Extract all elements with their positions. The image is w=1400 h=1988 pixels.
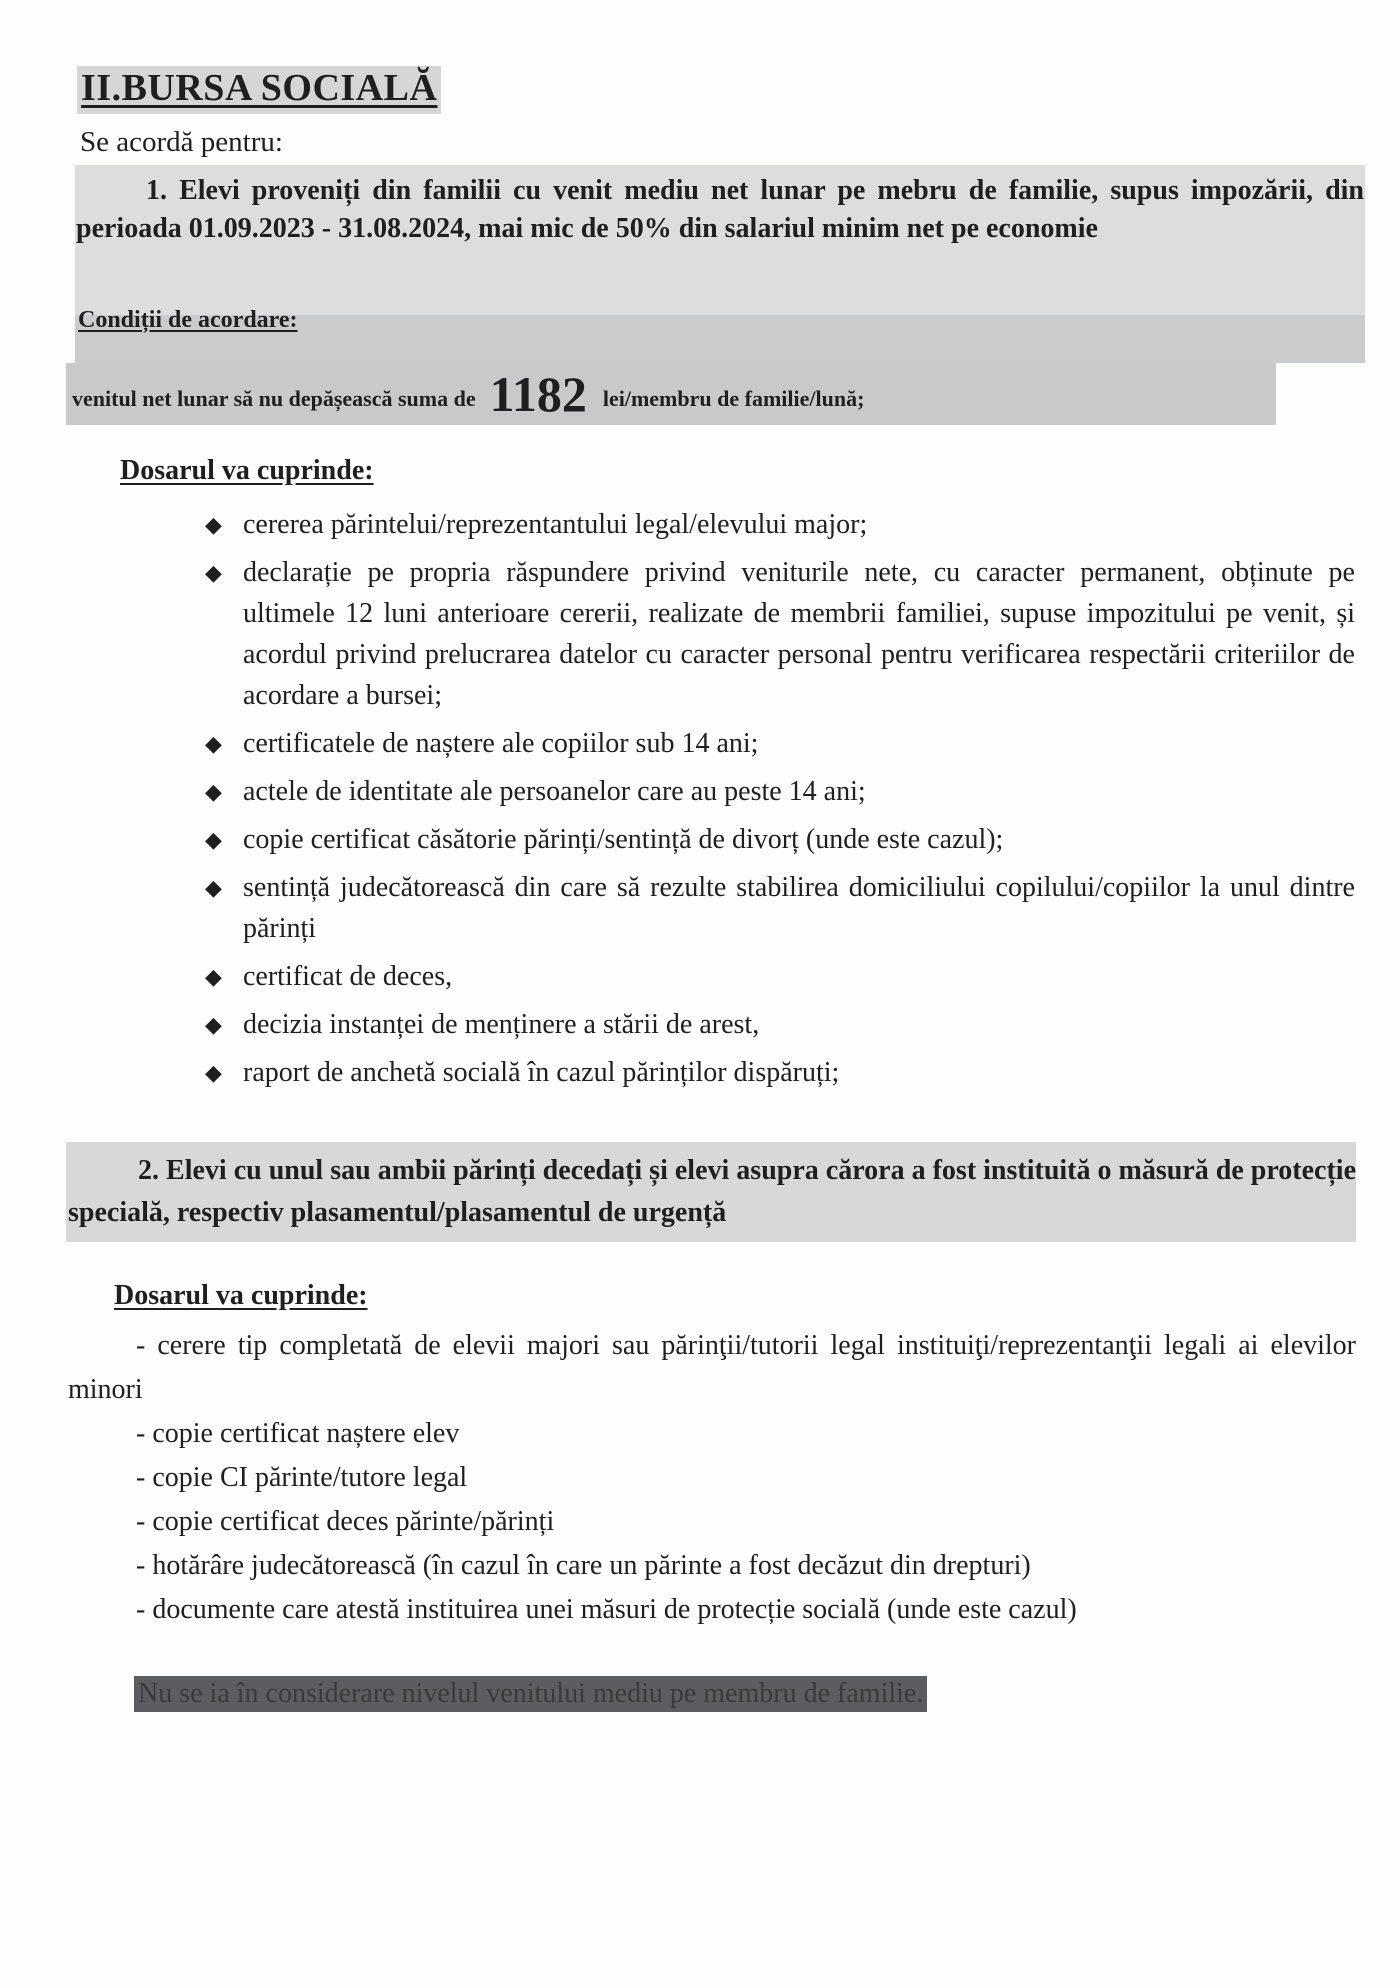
document-title: II.BURSA SOCIALĂ [77,66,441,114]
section2-heading: 2. Elevi cu unul sau ambii părinți decedați și elevi asupra cărora a fost instituită o măsură de protecție specială, respectiv plasamentul/plasamentul de urgență [68,1155,1356,1228]
list-item: ◆ sentință judecătorească din care să rezulte stabilirea domiciliului copilului/copiilor la unul dintre părinți [205,867,1355,949]
section2-dossier-list [68,1324,1356,1632]
section1-heading: 1. Elevi proveniți din familii cu venit mediu net lunar pe mebru de familie, supus impozării, din perioada 01.09.2023 - 31.08.2024, mai mic de 50% din salariul minim net pe economie [76,175,1364,244]
section1-dossier-list [205,504,1355,1100]
list-item: - copie certificat naștere elev [136,1418,460,1449]
list-item: ◆ actele de identitate ale persoanelor care au peste 14 ani; [205,771,1355,812]
diamond-bullet-icon: ◆ [205,779,222,804]
list-item: ◆ certificat de deces, [205,956,1355,997]
list-item: - copie certificat deces părinte/părinți [136,1506,555,1537]
list-item: - cerere tip completată de elevii majori sau părinţii/tutorii legal instituiţi/reprezentanţii legali ai elevilor minori [68,1330,1356,1405]
list-item: ◆ declarație pe propria răspundere privind veniturile nete, cu caracter permanent, obținute pe ultimele 12 luni anterioare cererii, realizate de membrii familiei, supuse impozitului pe venit, și acordul privind prelucrarea datelor cu caracter personal pentru verificarea respectării criteriilor de acordare a bursei; [205,552,1355,716]
list-item: - hotărâre judecătorească (în cazul în care un părinte a fost decăzut din drepturi) [136,1550,1031,1581]
condition-suffix: lei/membru de familie/lună; [602,386,865,411]
income-note: Nu se ia în considerare nivelul venitului mediu pe membru de familie. [134,1676,927,1712]
diamond-bullet-icon: ◆ [205,964,222,989]
diamond-bullet-icon: ◆ [205,875,222,900]
condition-prefix: venitul net lunar să nu depășească suma de [72,386,476,411]
diamond-bullet-icon: ◆ [205,560,222,585]
list-item: ◆ copie certificat căsătorie părinți/sentință de divorț (unde este cazul); [205,819,1355,860]
list-item: ◆ decizia instanței de menținere a stării de arest, [205,1004,1355,1045]
list-item: ◆ cererea părintelui/reprezentantului legal/elevului major; [205,504,1355,545]
list-item: ◆ raport de anchetă socială în cazul părinților dispăruți; [205,1052,1355,1093]
diamond-bullet-icon: ◆ [205,827,222,852]
list-item: ◆ certificatele de naștere ale copiilor sub 14 ani; [205,723,1355,764]
diamond-bullet-icon: ◆ [205,1060,222,1085]
list-item: - documente care atestă instituirea unei măsuri de protecție socială (unde este cazul) [136,1594,1077,1625]
conditions-label: Condiții de acordare: [78,307,298,333]
intro-text: Se acordă pentru: [80,126,283,158]
section2-dossier-label: Dosarul va cuprinde: [114,1280,368,1311]
condition-amount: 1182 [489,366,587,422]
list-item: - copie CI părinte/tutore legal [136,1462,468,1493]
condition-line [72,360,865,422]
diamond-bullet-icon: ◆ [205,1012,222,1037]
diamond-bullet-icon: ◆ [205,731,222,756]
section1-dossier-label: Dosarul va cuprinde: [120,455,374,486]
diamond-bullet-icon: ◆ [205,512,222,537]
